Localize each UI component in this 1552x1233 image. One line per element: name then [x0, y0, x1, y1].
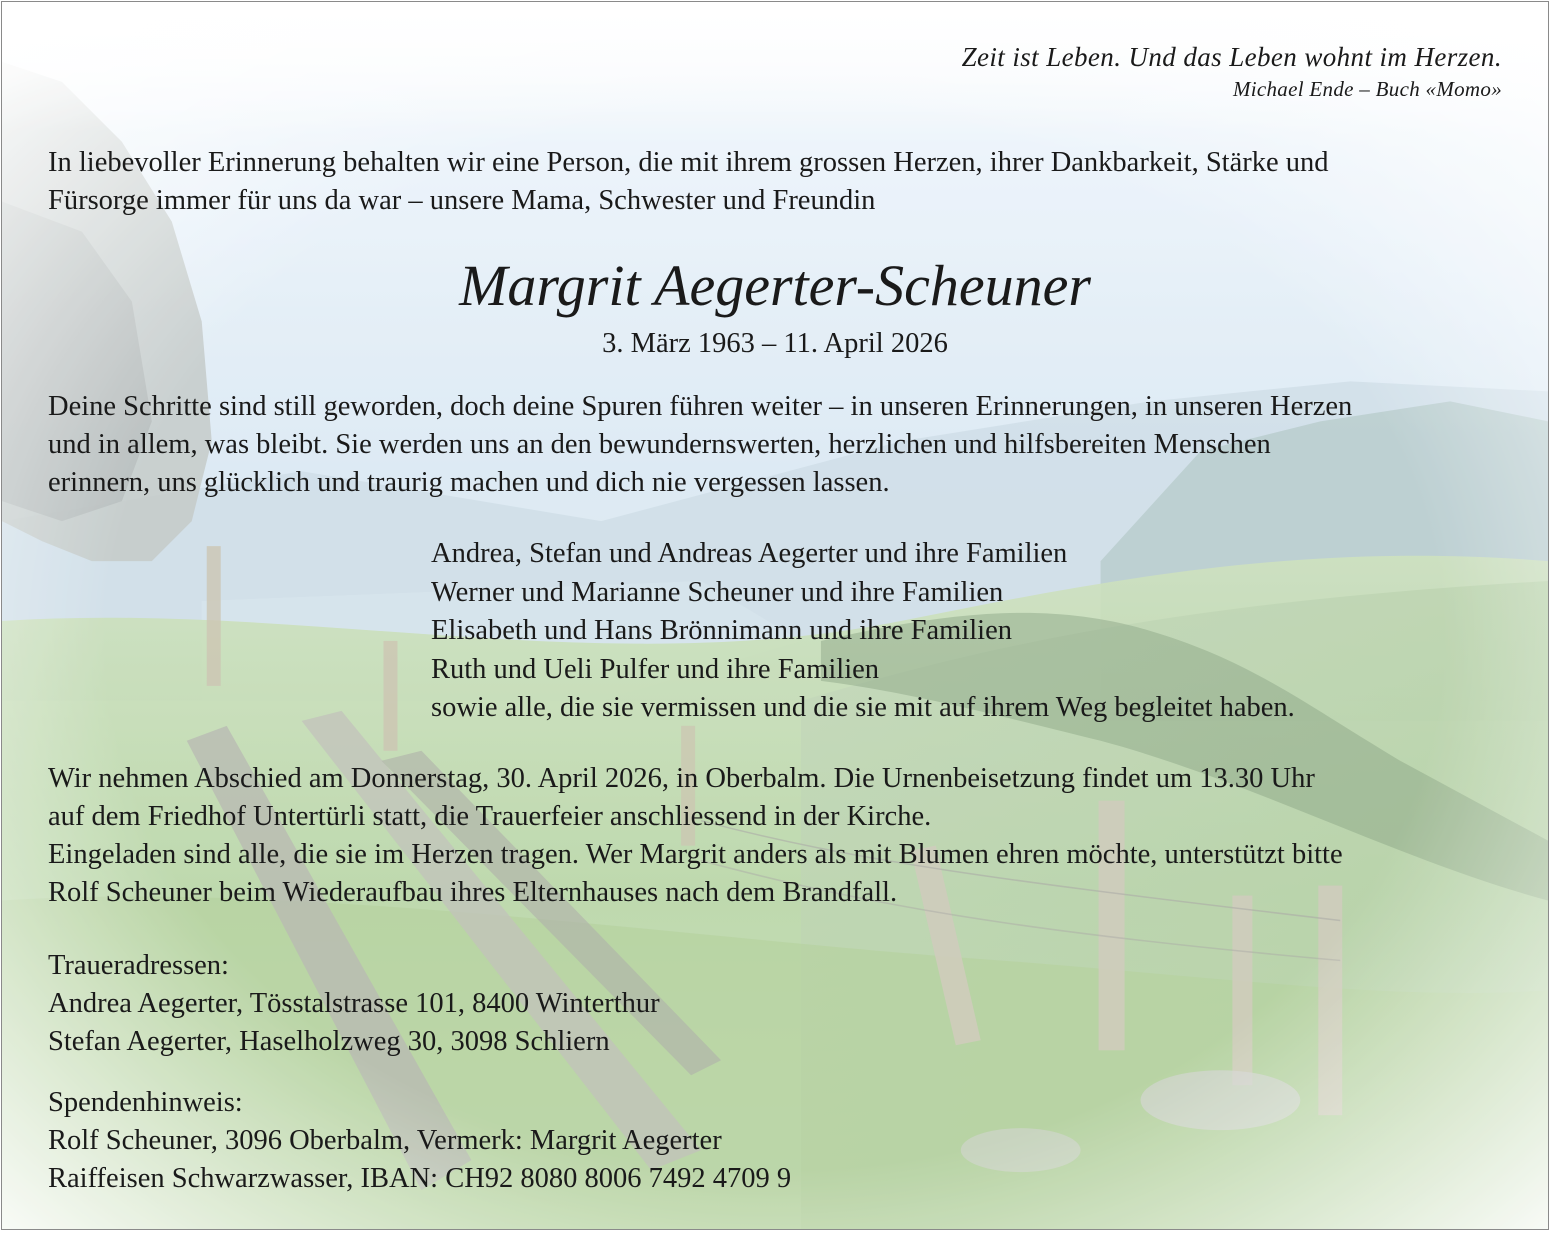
- intro-line: In liebevoller Erinnerung behalten wir eine Person, die mit ihrem grossen Herzen, ihrer Dankbarkeit, Stärke und: [48, 147, 1329, 178]
- life-dates: 3. März 1963 – 11. April 2026: [602, 328, 948, 359]
- quote-source: Michael Ende – Buch «Momo»: [1232, 77, 1502, 101]
- mourner-line: Ruth und Ueli Pulfer und ihre Familien: [431, 653, 880, 685]
- tribute-line: Deine Schritte sind still geworden, doch deine Spuren führen weiter – in unseren Erinnerungen, in unseren Herzen: [48, 391, 1353, 422]
- intro-paragraph: [48, 144, 1513, 220]
- address-line: Andrea Aegerter, Tösstalstrasse 101, 8400 Winterthur: [48, 988, 660, 1019]
- quote-text: Zeit ist Leben. Und das Leben wohnt im Herzen.: [961, 42, 1502, 72]
- mourner-line: Werner und Marianne Scheuner und ihre Familien: [431, 576, 1004, 608]
- tribute-line: erinnern, uns glücklich und traurig machen und dich nie vergessen lassen.: [48, 467, 890, 498]
- donation-line: Raiffeisen Schwarzwasser, IBAN: CH92 8080 8006 7492 4709 9: [48, 1163, 792, 1194]
- epigraph-quote: [962, 42, 1502, 102]
- mourner-line: sowie alle, die sie vermissen und die sie mit auf ihrem Weg begleitet haben.: [431, 692, 1295, 724]
- farewell-line: Eingeladen sind alle, die sie im Herzen tragen. Wer Margrit anders als mit Blumen ehren möchte, unterstützt bitte: [48, 839, 1343, 870]
- farewell-line: Wir nehmen Abschied am Donnerstag, 30. April 2026, in Oberbalm. Die Urnenbeisetzung findet um 13.30 Uhr: [48, 763, 1315, 794]
- donation-info: [48, 1084, 1513, 1198]
- farewell-line: Rolf Scheuner beim Wiederaufbau ihres Elternhauses nach dem Brandfall.: [48, 877, 898, 908]
- mourner-line: Elisabeth und Hans Brönnimann und ihre Familien: [431, 615, 1012, 647]
- deceased-name: Margrit Aegerter-Scheuner: [459, 253, 1091, 318]
- tribute-paragraph: [48, 388, 1513, 502]
- donation-heading: Spendenhinweis:: [48, 1087, 243, 1118]
- intro-line: Fürsorge immer für uns da war – unsere Mama, Schwester und Freundin: [48, 185, 876, 216]
- mourner-line: Andrea, Stefan und Andreas Aegerter und ihre Familien: [431, 538, 1068, 569]
- obituary-card: [1, 1, 1549, 1230]
- donation-line: Rolf Scheuner, 3096 Oberbalm, Vermerk: Margrit Aegerter: [48, 1125, 722, 1156]
- farewell-paragraph: [48, 760, 1513, 912]
- farewell-line: auf dem Friedhof Untertürli statt, die Trauerfeier anschliessend in der Kirche.: [48, 801, 932, 832]
- address-line: Stefan Aegerter, Haselholzweg 30, 3098 Schliern: [48, 1026, 610, 1057]
- addresses-heading: Traueradressen:: [48, 950, 229, 981]
- tribute-line: und in allem, was bleibt. Sie werden uns an den bewundernswerten, herzlichen und hilfsbereiten Menschen: [48, 429, 1271, 460]
- mourners-list: [431, 535, 1295, 728]
- mourning-addresses: [48, 947, 1513, 1061]
